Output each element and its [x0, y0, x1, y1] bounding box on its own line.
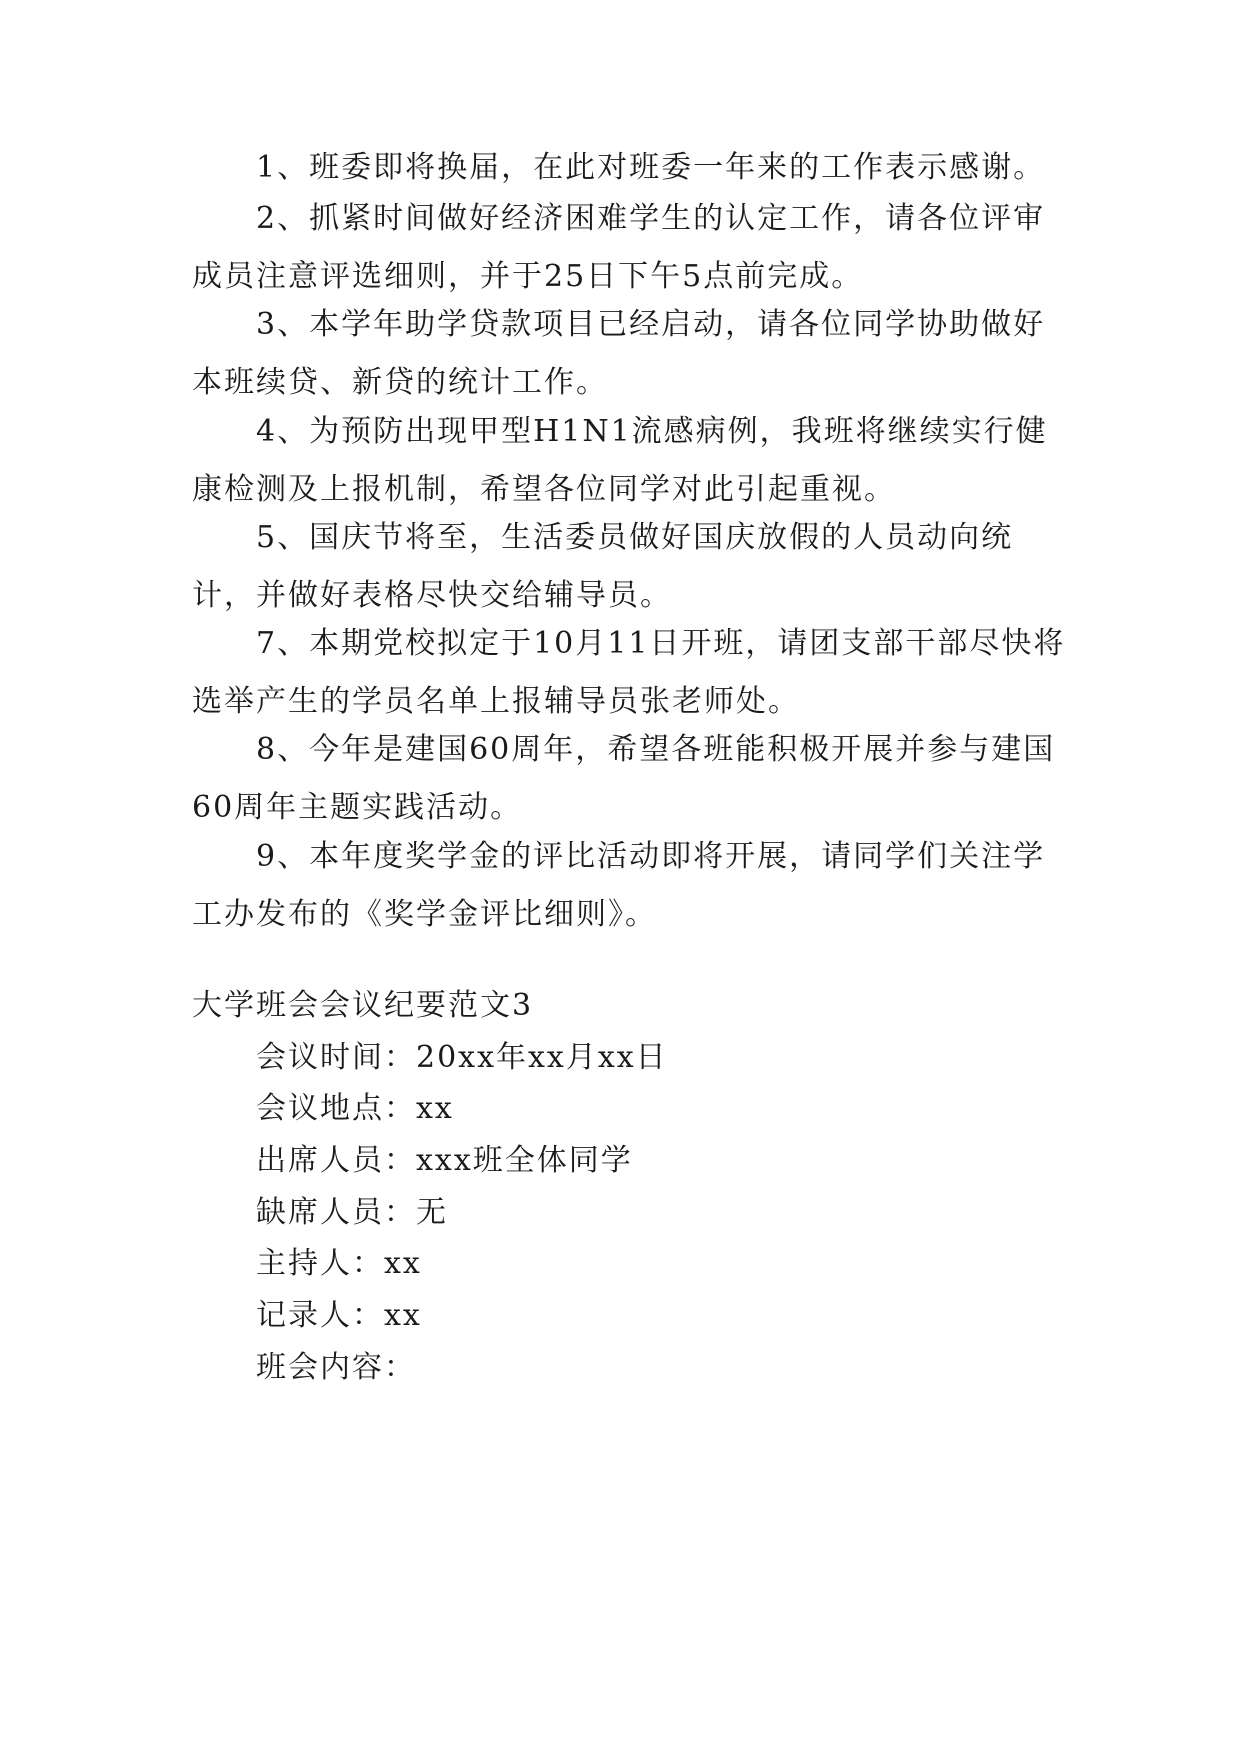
list-item: [192, 296, 1072, 412]
meeting-absent: 缺席人员：无: [256, 1195, 448, 1230]
item-text: 9、本年度奖学金的评比活动即将开展，请同学们关注学工办发布的《奖学金评比细则》。: [192, 839, 1046, 932]
list-item: [192, 190, 1072, 306]
meeting-host: 主持人：xx: [256, 1246, 422, 1281]
list-item: [192, 139, 1072, 197]
item-text: 5、国庆节将至，生活委员做好国庆放假的人员动向统计，并做好表格尽快交给辅导员。: [192, 520, 1014, 613]
item-text: 2、抓紧时间做好经济困难学生的认定工作，请各位评审成员注意评选细则，并于25日下午5点前完成。: [192, 201, 1046, 294]
item-text: 3、本学年助学贷款项目已经启动，请各位同学协助做好本班续贷、新贷的统计工作。: [192, 307, 1046, 400]
meeting-content-label: 班会内容：: [256, 1350, 416, 1385]
list-item: [192, 721, 1072, 837]
meeting-recorder: 记录人：xx: [256, 1298, 422, 1333]
item-text: 8、今年是建国60周年，希望各班能积极开展并参与建国60周年主题实践活动。: [192, 732, 1056, 825]
item-text: 4、为预防出现甲型H1N1流感病例，我班将继续实行健康检测及上报机制，希望各位同学对此引起重视。: [192, 414, 1048, 507]
section-title: 大学班会会议纪要范文3: [192, 988, 534, 1023]
item-text: 1、班委即将换届，在此对班委一年来的工作表示感谢。: [256, 150, 1046, 185]
meeting-attendees: 出席人员：xxx班全体同学: [256, 1143, 633, 1178]
list-item: [192, 828, 1072, 944]
list-item: [192, 403, 1072, 519]
item-text: 7、本期党校拟定于10月11日开班，请团支部干部尽快将选举产生的学员名单上报辅导员张老师处。: [192, 626, 1066, 719]
list-item: [192, 615, 1072, 731]
list-item: [192, 509, 1072, 625]
meeting-place: 会议地点：xx: [256, 1091, 454, 1126]
meeting-time: 会议时间：20xx年xx月xx日: [256, 1040, 668, 1075]
